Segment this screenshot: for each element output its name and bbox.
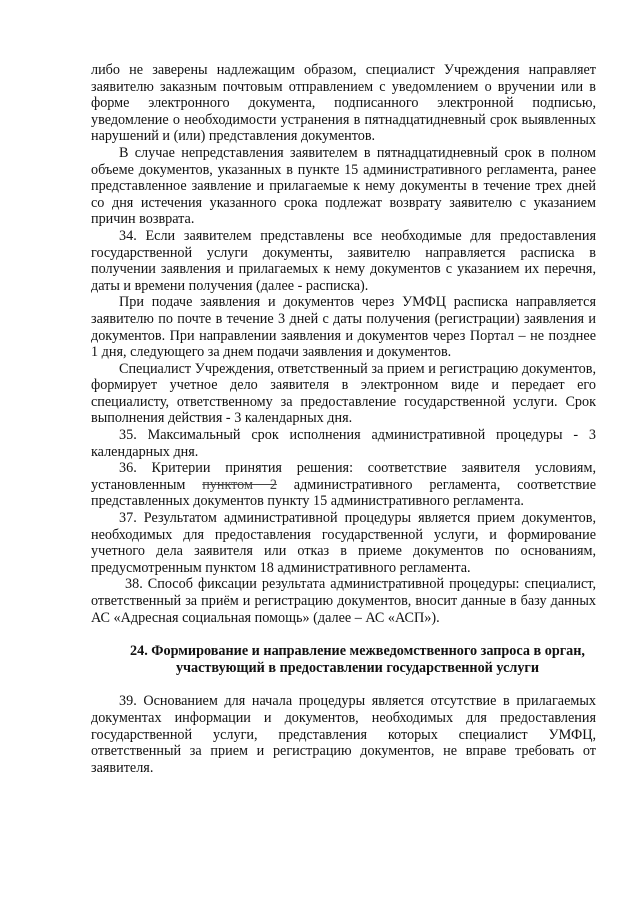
paragraph-37: 37. Результатом административной процедуры является прием документов, необходимых для предоставления государственной услуги, и формирование учетного дела заявителя или отказ в приеме документов по основаниям, предусмотренным пунктом 18 административного регламента.	[91, 510, 596, 576]
spacer	[91, 676, 596, 693]
paragraph-38: 38. Способ фиксации результата административной процедуры: специалист, ответственный за приём и регистрацию документов, вносит данные в базу данных АС «Адресная социальная помощь» (далее – АС «АСП»).	[91, 576, 596, 626]
paragraph-36	[91, 460, 596, 510]
paragraph-34: 34. Если заявителем представлены все необходимые для предоставления государственной услуги документы, заявителю направляется расписка в получении заявления и прилагаемых к нему документов с указанием их перечня, даты и времени получения (далее - расписка).	[91, 227, 596, 294]
paragraph-39: 39. Основанием для начала процедуры является отсутствие в прилагаемых документах информации и документов, необходимых для предоставления государственной услуги, представления которых специалист УМФЦ, ответственный за прием и регистрацию документов, не вправе требовать от заявителя.	[91, 693, 596, 776]
section-heading-24: 24. Формирование и направление межведомственного запроса в орган, участвующий в предоставлении государственной услуги	[130, 643, 585, 676]
paragraph-36-part-a: 36. Критерии принятия решения: соответствие заявителя условиям, установленным	[91, 460, 596, 493]
paragraph-nonsubmission: В случае непредставления заявителем в пятнадцатидневный срок в полном объеме документов, указанных в пункте 15 административного регламента, ранее представленное заявление и прилагаемые к нему документы в течение трех дней со дня истечения указанного срока подлежат возврату заявителю с указанием причин возврата.	[91, 144, 596, 228]
spacer	[91, 626, 596, 643]
paragraph-35: 35. Максимальный срок исполнения административной процедуры - 3 календарных дня.	[91, 427, 596, 460]
struck-text: пунктом 2	[202, 476, 277, 493]
document-body	[91, 62, 596, 776]
paragraph-36-part-b: административного регламента, соответствие представленных документов пункту 15 административного регламента.	[91, 476, 596, 510]
paragraph-umfc-receipt: При подаче заявления и документов через УМФЦ расписка направляется заявителю по почте в течение 3 дней с даты получения (регистрации) заявления и документов. При направлении заявления и документов через Портал – не позднее 1 дня, следующего за днем подачи заявления и документов.	[91, 294, 596, 361]
paragraph-specialist: Специалист Учреждения, ответственный за прием и регистрацию документов, формирует учетное дело заявителя в электронном виде и передает его специалисту, ответственному за предоставление государственной услуги. Срок выполнения действия - 3 календарных дня.	[91, 360, 596, 427]
paragraph-intro: либо не заверены надлежащим образом, специалист Учреждения направляет заявителю заказным почтовым отправлением с уведомлением о вручении или в форме электронного документа, подписанного электронной подписью, уведомление о необходимости устранения в пятнадцатидневный срок выявленных нарушений и (или) представления документов.	[91, 62, 596, 145]
